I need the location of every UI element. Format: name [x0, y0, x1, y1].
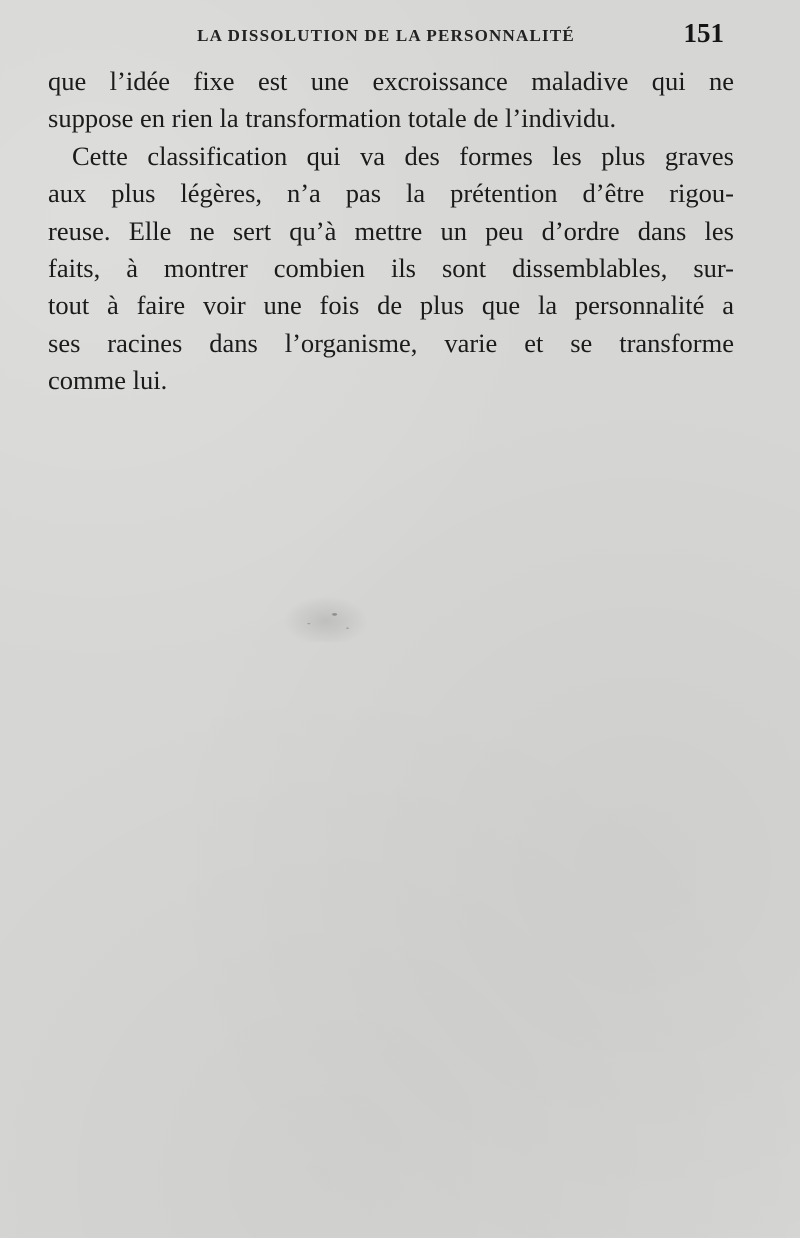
text-line: suppose en rien la transformation totale de l’individu. — [48, 103, 617, 134]
running-head — [48, 18, 724, 52]
page-number: 151 — [683, 18, 724, 48]
text-line: faits, à montrer combien ils sont dissemblables, sur- — [48, 253, 734, 284]
text-line: que l’idée fixe est une excroissance maladive qui ne — [48, 66, 734, 96]
paper-smudge — [283, 596, 369, 642]
text-line: tout à faire voir une fois de plus que la personnalité a — [48, 290, 734, 321]
text-line: reuse. Elle ne sert qu’à mettre un peu d’ordre dans les — [48, 215, 734, 246]
text-line: ses racines dans l’organisme, varie et se transforme — [48, 327, 734, 358]
body-text — [48, 63, 734, 400]
running-title: LA DISSOLUTION DE LA PERSONNALITÉ — [197, 26, 575, 45]
text-line: Cette classification qui va des formes les plus graves — [72, 140, 734, 171]
text-line: aux plus légères, n’a pas la prétention d’être rigou- — [48, 178, 734, 209]
text-line: comme lui. — [48, 365, 168, 396]
